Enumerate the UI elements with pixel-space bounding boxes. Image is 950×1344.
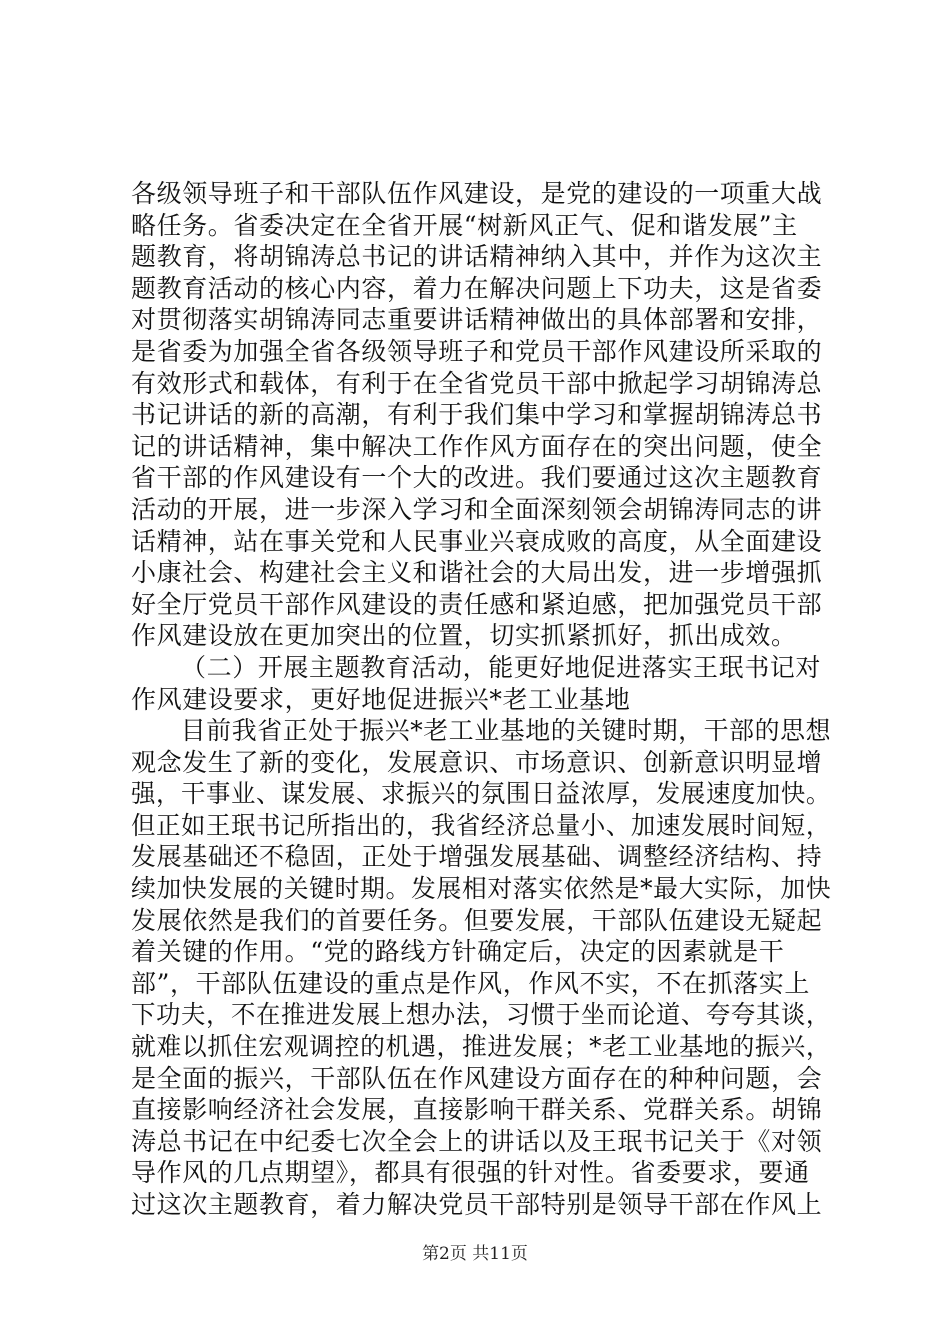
text-line: 好全厅党员干部作风建设的责任感和紧迫感，把加强党员干部: [131, 589, 823, 619]
text-line: 各级领导班子和干部队伍作风建设，是党的建设的一项重大战: [131, 179, 823, 208]
text-line: 有效形式和载体，有利于在全省党员干部中掀起学习胡锦涛总: [131, 368, 823, 398]
text-line: 书记讲话的新的高潮，有利于我们集中学习和掌握胡锦涛总书: [131, 400, 823, 430]
text-line: 部”，干部队伍建设的重点是作风，作风不实，不在抓落实上: [131, 968, 810, 998]
text-line: 活动的开展，进一步深入学习和全面深刻领会胡锦涛同志的讲: [131, 494, 823, 524]
body-text: [131, 178, 831, 1221]
text-line: 作风建设放在更加突出的位置，切实抓紧抓好，抓出成效。: [131, 621, 797, 651]
text-line: 是省委为加强全省各级领导班子和党员干部作风建设所采取的: [131, 336, 823, 366]
text-line: 小康社会、构建社会主义和谐社会的大局出发，进一步增强抓: [131, 558, 823, 588]
text-line: 但正如王珉书记所指出的，我省经济总量小、加速发展时间短，: [131, 810, 831, 840]
text-line: 发展依然是我们的首要任务。但要发展，干部队伍建设无疑起: [131, 905, 823, 935]
text-line: 略任务。省委决定在全省开展“树新风正气、促和谐发展”主: [131, 210, 798, 240]
text-line: 强，干事业、谋发展、求振兴的氛围日益浓厚，发展速度加快。: [131, 779, 831, 809]
text-line: 导作风的几点期望》，都具有很强的针对性。省委要求，要通: [131, 1158, 810, 1188]
text-line: 续加快发展的关键时期。发展相对落实依然是*最大实际，加快: [131, 874, 832, 904]
page-footer: 第2页 共11页: [422, 1244, 528, 1264]
text-line: 作风建设要求，更好地促进振兴*老工业基地: [131, 684, 631, 714]
text-line: 就难以抓住宏观调控的机遇，推进发展；*老工业基地的振兴，: [131, 1032, 832, 1062]
text-line: 直接影响经济社会发展，直接影响干群关系、党群关系。胡锦: [131, 1095, 823, 1125]
text-line: 着关键的作用。“党的路线方针确定后，决定的因素就是干: [131, 937, 785, 967]
text-line: 题教育，将胡锦涛总书记的讲话精神纳入其中，并作为这次主: [131, 242, 823, 272]
text-line: 涛总书记在中纪委七次全会上的讲话以及王珉书记关于《对领: [131, 1126, 823, 1156]
text-line: 记的讲话精神，集中解决工作作风方面存在的突出问题，使全: [131, 431, 823, 461]
text-line: 话精神，站在事关党和人民事业兴衰成败的高度，从全面建设: [131, 526, 823, 556]
text-line: 发展基础还不稳固，正处于增强发展基础、调整经济结构、持: [131, 842, 823, 872]
text-line: 题教育活动的核心内容，着力在解决问题上下功夫，这是省委: [131, 273, 823, 303]
text-line: 目前我省正处于振兴*老工业基地的关键时期，干部的思想: [180, 716, 832, 746]
text-line: 观念发生了新的变化，发展意识、市场意识、创新意识明显增: [131, 747, 823, 777]
text-line: 省干部的作风建设有一个大的改进。我们要通过这次主题教育: [131, 463, 823, 493]
text-line: （二）开展主题教育活动，能更好地促进落实王珉书记对: [181, 652, 822, 682]
text-line: 过这次主题教育，着力解决党员干部特别是领导干部在作风上: [131, 1190, 823, 1219]
text-line: 是全面的振兴，干部队伍在作风建设方面存在的种种问题，会: [131, 1063, 823, 1093]
text-line: 下功夫，不在推进发展上想办法，习惯于坐而论道、夸夸其谈，: [131, 1000, 831, 1030]
text-line: 对贯彻落实胡锦涛同志重要讲话精神做出的具体部署和安排，: [131, 305, 823, 335]
